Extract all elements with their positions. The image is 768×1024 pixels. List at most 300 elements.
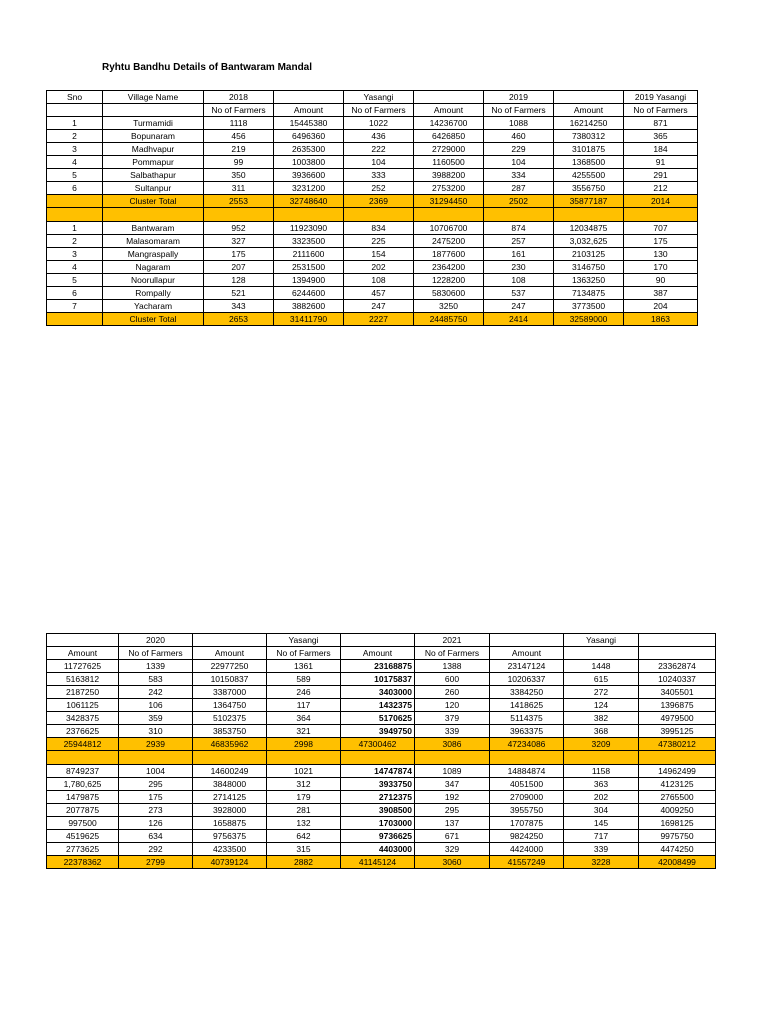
table-cell: 246 <box>267 686 341 699</box>
table-cell: 10240337 <box>639 673 716 686</box>
table-cell: 2799 <box>119 856 193 869</box>
table-cell: 329 <box>415 843 490 856</box>
table-cell: 225 <box>344 235 414 248</box>
table-cell: 304 <box>564 804 639 817</box>
table-cell: 2709000 <box>490 791 564 804</box>
table-cell: 3060 <box>415 856 490 869</box>
table-cell: 4255500 <box>554 169 624 182</box>
table-cell: 1160500 <box>414 156 484 169</box>
table-cell: 3949750 <box>341 725 415 738</box>
table-cell <box>103 104 204 117</box>
table-cell: 161 <box>484 248 554 261</box>
table-cell: 634 <box>119 830 193 843</box>
table-cell: 3146750 <box>554 261 624 274</box>
table-cell: Sultanpur <box>103 182 204 195</box>
table-cell: 874 <box>484 222 554 235</box>
table-cell: 3231200 <box>274 182 344 195</box>
table-cell: 460 <box>484 130 554 143</box>
table-cell: 104 <box>484 156 554 169</box>
table-cell: 175 <box>624 235 698 248</box>
table-row <box>47 300 698 313</box>
table-cell: 312 <box>267 778 341 791</box>
table-cell: 108 <box>484 274 554 287</box>
table-cell: 1698125 <box>639 817 716 830</box>
table-cell: 247 <box>344 300 414 313</box>
table-cell: 2 <box>47 130 103 143</box>
table-cell: 137 <box>415 817 490 830</box>
cluster-total-row <box>47 313 698 326</box>
table-cell: 2475200 <box>414 235 484 248</box>
table-cell: 4424000 <box>490 843 564 856</box>
table-cell: 175 <box>204 248 274 261</box>
table-cell: 1004 <box>119 765 193 778</box>
table-cell: 2729000 <box>414 143 484 156</box>
table-cell: 295 <box>119 778 193 791</box>
table-cell: 2021 <box>415 634 490 647</box>
table-row <box>47 712 716 725</box>
table-cell: 1339 <box>119 660 193 673</box>
table-cell: 124 <box>564 699 639 712</box>
table-cell: No of Farmers <box>415 647 490 660</box>
table-cell: 1707875 <box>490 817 564 830</box>
table-cell: Amount <box>274 104 344 117</box>
table-cell: Pommapur <box>103 156 204 169</box>
table-cell: 184 <box>624 143 698 156</box>
table-cell: 31411790 <box>274 313 344 326</box>
table-cell: 334 <box>484 169 554 182</box>
table-cell: 3933750 <box>341 778 415 791</box>
table-cell: Amount <box>414 104 484 117</box>
table-cell: 365 <box>624 130 698 143</box>
table-cell: 382 <box>564 712 639 725</box>
table-cell: 3908500 <box>341 804 415 817</box>
table-cell: 3936600 <box>274 169 344 182</box>
table-cell: 47234086 <box>490 738 564 751</box>
table-cell: 1361 <box>267 660 341 673</box>
table-2020-2021 <box>46 633 716 869</box>
table-cell: 2712375 <box>341 791 415 804</box>
table-cell: 3882600 <box>274 300 344 313</box>
table-row <box>47 222 698 235</box>
table-row <box>47 169 698 182</box>
table-cell: 14884874 <box>490 765 564 778</box>
table-cell: 252 <box>344 182 414 195</box>
table-cell: 1394900 <box>274 274 344 287</box>
table-cell: 47380212 <box>639 738 716 751</box>
table-cell: 583 <box>119 673 193 686</box>
table-cell: 600 <box>415 673 490 686</box>
table-cell: Amount <box>490 647 564 660</box>
table-cell: 2882 <box>267 856 341 869</box>
table-cell: 14600249 <box>193 765 267 778</box>
table-row <box>47 673 716 686</box>
table-cell: 132 <box>267 817 341 830</box>
cluster-total-row <box>47 856 716 869</box>
table-cell: Amount <box>47 647 119 660</box>
table-cell: 1061125 <box>47 699 119 712</box>
table-row <box>47 830 716 843</box>
table-cell: No of Farmers <box>204 104 274 117</box>
table-cell: 257 <box>484 235 554 248</box>
table-row <box>47 686 716 699</box>
table-cell: 9756375 <box>193 830 267 843</box>
table-cell: 4979500 <box>639 712 716 725</box>
table-cell: 1479875 <box>47 791 119 804</box>
table-cell: 41557249 <box>490 856 564 869</box>
table-cell: 3 <box>47 143 103 156</box>
table-cell: 1089 <box>415 765 490 778</box>
table-cell: 4519625 <box>47 830 119 843</box>
table-cell: 717 <box>564 830 639 843</box>
table-cell: 1388 <box>415 660 490 673</box>
table-cell: 5830600 <box>414 287 484 300</box>
table-cell <box>341 634 415 647</box>
table-cell: 260 <box>415 686 490 699</box>
table-cell: 295 <box>415 804 490 817</box>
table-cell: 90 <box>624 274 698 287</box>
table-cell: Amount <box>341 647 415 660</box>
table-cell: 16214250 <box>554 117 624 130</box>
table-cell: 108 <box>344 274 414 287</box>
table-cell: 368 <box>564 725 639 738</box>
table-cell: 179 <box>267 791 341 804</box>
table-cell: 154 <box>344 248 414 261</box>
table-row <box>47 182 698 195</box>
table-cell: 3963375 <box>490 725 564 738</box>
table-cell <box>193 634 267 647</box>
table-2018-2019 <box>46 90 698 326</box>
table-row <box>47 274 698 287</box>
table-cell: 364 <box>267 712 341 725</box>
header-row <box>47 91 698 104</box>
table-cell: Rompally <box>103 287 204 300</box>
table-cell: 25944812 <box>47 738 119 751</box>
table-cell: 2077875 <box>47 804 119 817</box>
table-cell: 5163812 <box>47 673 119 686</box>
table-row <box>47 248 698 261</box>
table-cell: Bantwaram <box>103 222 204 235</box>
table-cell: Village Name <box>103 91 204 104</box>
table-cell: 834 <box>344 222 414 235</box>
table-cell: 230 <box>484 261 554 274</box>
table-cell: 6244600 <box>274 287 344 300</box>
header-row <box>47 634 716 647</box>
table-cell: 4 <box>47 156 103 169</box>
table-cell: 6 <box>47 287 103 300</box>
table-cell: 35877187 <box>554 195 624 208</box>
table-cell: 40739124 <box>193 856 267 869</box>
table-cell: 310 <box>119 725 193 738</box>
table-cell: 3323500 <box>274 235 344 248</box>
table-cell: 2553 <box>204 195 274 208</box>
table-cell: 1022 <box>344 117 414 130</box>
table-cell: 5 <box>47 274 103 287</box>
table-cell: 456 <box>204 130 274 143</box>
table-cell: 242 <box>119 686 193 699</box>
table-cell: 2018 <box>204 91 274 104</box>
table-cell: 229 <box>484 143 554 156</box>
table-cell: 1877600 <box>414 248 484 261</box>
table-cell: 2187250 <box>47 686 119 699</box>
table-cell: Cluster Total <box>103 313 204 326</box>
cluster-total-row <box>47 195 698 208</box>
table-cell: 12034875 <box>554 222 624 235</box>
table-cell: 22977250 <box>193 660 267 673</box>
table-cell: No of Farmers <box>624 104 698 117</box>
table-cell: 7380312 <box>554 130 624 143</box>
table-cell: Salbathapur <box>103 169 204 182</box>
cluster-total-row <box>47 738 716 751</box>
table-cell: Yasangi <box>344 91 414 104</box>
table-cell: 207 <box>204 261 274 274</box>
table-cell: 5 <box>47 169 103 182</box>
table-cell: 2502 <box>484 195 554 208</box>
table-cell: 2364200 <box>414 261 484 274</box>
table-cell: 14236700 <box>414 117 484 130</box>
table-cell: 175 <box>119 791 193 804</box>
table-cell: 222 <box>344 143 414 156</box>
table-row <box>47 130 698 143</box>
table-row <box>47 143 698 156</box>
table-cell: 2103125 <box>554 248 624 261</box>
table-cell: 42008499 <box>639 856 716 869</box>
table-cell: 3955750 <box>490 804 564 817</box>
table-cell: 4 <box>47 261 103 274</box>
table-cell: 1021 <box>267 765 341 778</box>
table-cell: 32589000 <box>554 313 624 326</box>
table-cell: 8749237 <box>47 765 119 778</box>
table-cell <box>639 647 716 660</box>
table-cell <box>490 634 564 647</box>
table-cell: No of Farmers <box>267 647 341 660</box>
table-cell: 615 <box>564 673 639 686</box>
table-cell: 2653 <box>204 313 274 326</box>
table-row <box>47 765 716 778</box>
table-cell <box>639 634 716 647</box>
table-cell: 31294450 <box>414 195 484 208</box>
table-cell: 2 <box>47 235 103 248</box>
table-cell: 2765500 <box>639 791 716 804</box>
table-cell: 4123125 <box>639 778 716 791</box>
table-cell: 3995125 <box>639 725 716 738</box>
table-cell: 106 <box>119 699 193 712</box>
spacer-row <box>47 751 716 765</box>
table-cell: No of Farmers <box>119 647 193 660</box>
table-cell: 339 <box>564 843 639 856</box>
table-cell: 3428375 <box>47 712 119 725</box>
table-cell: 3 <box>47 248 103 261</box>
table-cell: 315 <box>267 843 341 856</box>
table-cell: 23147124 <box>490 660 564 673</box>
table-cell: 273 <box>119 804 193 817</box>
table-row <box>47 817 716 830</box>
subheader-row <box>47 647 716 660</box>
table-cell: 291 <box>624 169 698 182</box>
table-row <box>47 660 716 673</box>
document-title: Ryhtu Bandhu Details of Bantwaram Mandal <box>102 62 313 73</box>
table-cell: 247 <box>484 300 554 313</box>
table-cell: 1432375 <box>341 699 415 712</box>
table-cell: 47300462 <box>341 738 415 751</box>
table-cell: 2939 <box>119 738 193 751</box>
table-cell: 3250 <box>414 300 484 313</box>
table-row <box>47 843 716 856</box>
table-row <box>47 156 698 169</box>
table-cell <box>414 91 484 104</box>
table-cell: 212 <box>624 182 698 195</box>
table-cell: 104 <box>344 156 414 169</box>
table-cell: 2369 <box>344 195 414 208</box>
table-cell: 120 <box>415 699 490 712</box>
table-cell: 219 <box>204 143 274 156</box>
table-row <box>47 699 716 712</box>
table-cell: Yasangi <box>564 634 639 647</box>
table-cell: 1118 <box>204 117 274 130</box>
table-cell: 1364750 <box>193 699 267 712</box>
table-cell: 2376625 <box>47 725 119 738</box>
table-row <box>47 778 716 791</box>
table-cell <box>47 313 103 326</box>
table-cell: 2714125 <box>193 791 267 804</box>
table-cell: 1368500 <box>554 156 624 169</box>
table-cell: 327 <box>204 235 274 248</box>
table-cell: 339 <box>415 725 490 738</box>
table-row <box>47 287 698 300</box>
table-cell: Malasomaram <box>103 235 204 248</box>
table-cell: 347 <box>415 778 490 791</box>
table-cell: 1088 <box>484 117 554 130</box>
table-cell: Cluster Total <box>103 195 204 208</box>
table-cell <box>554 91 624 104</box>
table-row <box>47 791 716 804</box>
table-cell: 24485750 <box>414 313 484 326</box>
table-cell: 14747874 <box>341 765 415 778</box>
table-cell: 2414 <box>484 313 554 326</box>
table-cell: 1448 <box>564 660 639 673</box>
table-cell: 281 <box>267 804 341 817</box>
table-cell: 11727625 <box>47 660 119 673</box>
table-cell: 3101875 <box>554 143 624 156</box>
table-cell: 3086 <box>415 738 490 751</box>
table-cell: 10706700 <box>414 222 484 235</box>
table-cell: 2019 <box>484 91 554 104</box>
table-cell: 2020 <box>119 634 193 647</box>
table-cell: No of Farmers <box>484 104 554 117</box>
table-row <box>47 235 698 248</box>
table-cell: 7134875 <box>554 287 624 300</box>
table-cell: 5170625 <box>341 712 415 725</box>
table-cell: 7 <box>47 300 103 313</box>
table-cell <box>564 647 639 660</box>
table-cell: 99 <box>204 156 274 169</box>
table-cell: 2635300 <box>274 143 344 156</box>
table-cell: 3988200 <box>414 169 484 182</box>
table-cell: 1418625 <box>490 699 564 712</box>
table-cell: 363 <box>564 778 639 791</box>
table-cell: 343 <box>204 300 274 313</box>
table-cell: Sno <box>47 91 103 104</box>
table-cell: 2014 <box>624 195 698 208</box>
table-cell: 6 <box>47 182 103 195</box>
table-cell: 321 <box>267 725 341 738</box>
table-cell: 23362874 <box>639 660 716 673</box>
table-cell: 1158 <box>564 765 639 778</box>
table-cell: 952 <box>204 222 274 235</box>
table-cell: 2531500 <box>274 261 344 274</box>
table-row <box>47 804 716 817</box>
table-cell: 6496360 <box>274 130 344 143</box>
table-cell: 3403000 <box>341 686 415 699</box>
table-cell: 2019 Yasangi <box>624 91 698 104</box>
table-cell: 272 <box>564 686 639 699</box>
table-cell: 2773625 <box>47 843 119 856</box>
table-cell: 379 <box>415 712 490 725</box>
table-cell: 707 <box>624 222 698 235</box>
table-cell: 9736625 <box>341 830 415 843</box>
table-cell: 2227 <box>344 313 414 326</box>
table-cell: 333 <box>344 169 414 182</box>
table-cell: 311 <box>204 182 274 195</box>
table-cell: 170 <box>624 261 698 274</box>
table-cell: 3773500 <box>554 300 624 313</box>
table-cell: Mangraspally <box>103 248 204 261</box>
table-cell: 14962499 <box>639 765 716 778</box>
table-cell: 130 <box>624 248 698 261</box>
table-cell: 117 <box>267 699 341 712</box>
table-cell: 202 <box>344 261 414 274</box>
table-cell: 642 <box>267 830 341 843</box>
table-row <box>47 117 698 130</box>
table-cell: 1396875 <box>639 699 716 712</box>
table-cell: 436 <box>344 130 414 143</box>
table-cell: Yasangi <box>267 634 341 647</box>
table-cell: 4403000 <box>341 843 415 856</box>
table-cell: 10206337 <box>490 673 564 686</box>
table-cell: Nagaram <box>103 261 204 274</box>
table-cell: 3209 <box>564 738 639 751</box>
table-cell: 22378362 <box>47 856 119 869</box>
table-cell: Amount <box>193 647 267 660</box>
table-cell: 1703000 <box>341 817 415 830</box>
table-cell: 11923090 <box>274 222 344 235</box>
table-cell: 46835962 <box>193 738 267 751</box>
table-cell: 9975750 <box>639 830 716 843</box>
table-cell: 32748640 <box>274 195 344 208</box>
table-cell: Amount <box>554 104 624 117</box>
table-cell: 5114375 <box>490 712 564 725</box>
table-cell: 204 <box>624 300 698 313</box>
table-cell: 23168875 <box>341 660 415 673</box>
table-cell: 292 <box>119 843 193 856</box>
table-cell: 1363250 <box>554 274 624 287</box>
table-cell <box>47 634 119 647</box>
table-cell: 2753200 <box>414 182 484 195</box>
table-cell <box>47 104 103 117</box>
table-cell: 287 <box>484 182 554 195</box>
table-cell: 3228 <box>564 856 639 869</box>
table-cell: 1228200 <box>414 274 484 287</box>
table-cell: 126 <box>119 817 193 830</box>
table-cell: 10150837 <box>193 673 267 686</box>
table-cell: 1863 <box>624 313 698 326</box>
table-cell: 192 <box>415 791 490 804</box>
table-cell: 15445380 <box>274 117 344 130</box>
table-cell: Madhvapur <box>103 143 204 156</box>
table-cell: 10175837 <box>341 673 415 686</box>
table-cell: 41145124 <box>341 856 415 869</box>
table-cell: 3,032,625 <box>554 235 624 248</box>
table-cell: 1,780,625 <box>47 778 119 791</box>
